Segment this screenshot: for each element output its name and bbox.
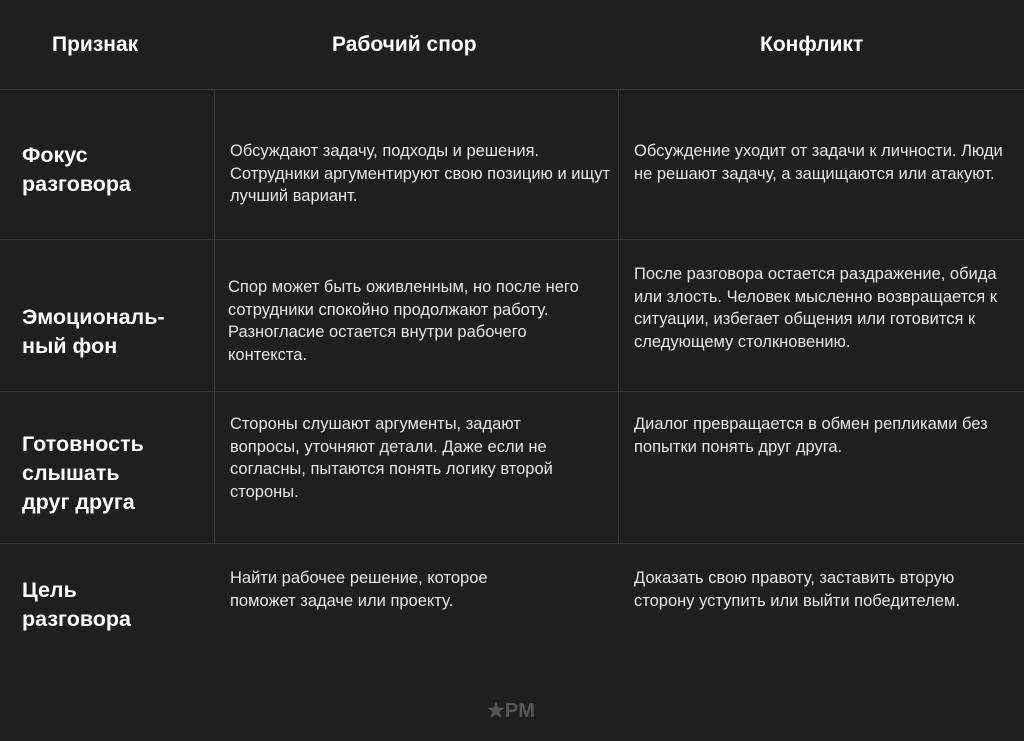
- header-feature: Признак: [52, 33, 139, 56]
- row-label-readiness: Готовность слышать друг друга: [22, 432, 144, 514]
- cell-work-dispute-goal: Найти рабочее решение, которое поможет задаче или проекту.: [230, 569, 488, 610]
- row-label-goal: Цель разговора: [22, 578, 132, 631]
- row-label-focus: Фокус разговора: [22, 143, 132, 196]
- cell-conflict-focus: Обсуждение уходит от задачи к личности. Люди не решают задачу, а защищаются или атакуют.: [634, 142, 1003, 183]
- column-divider: [214, 89, 215, 543]
- cell-conflict-goal: Доказать свою правоту, заставить вторую сторону уступить или выйти победителем.: [634, 569, 960, 610]
- header-conflict: Конфликт: [760, 33, 864, 56]
- row-divider: [0, 89, 1024, 90]
- cell-conflict-emotional: После разговора остается раздражение, обида или злость. Человек мысленно возвращается к ситуации, избегает общения или готовится к следующему столкновению.: [634, 265, 997, 351]
- watermark-logo: ★PM: [487, 700, 535, 722]
- row-divider: [0, 239, 1024, 240]
- cell-work-dispute-readiness: Стороны слушают аргументы, задают вопросы, уточняют детали. Даже если не согласны, пытаются понять логику второй стороны.: [230, 415, 553, 501]
- cell-work-dispute-emotional: Спор может быть оживленным, но после него сотрудники спокойно продолжают работу. Разногласие остается внутри рабочего контекста.: [228, 278, 579, 364]
- row-divider: [0, 543, 1024, 544]
- row-label-emotional: Эмоциональ-ный фон: [22, 305, 165, 358]
- cell-work-dispute-focus: Обсуждают задачу, подходы и решения. Сотрудники аргументируют свою позицию и ищут лучший вариант.: [230, 142, 611, 205]
- header-work-dispute: Рабочий спор: [332, 33, 477, 56]
- cell-conflict-readiness: Диалог превращается в обмен репликами без попытки понять друг друга.: [634, 415, 988, 456]
- column-divider: [618, 89, 619, 543]
- row-divider: [0, 391, 1024, 392]
